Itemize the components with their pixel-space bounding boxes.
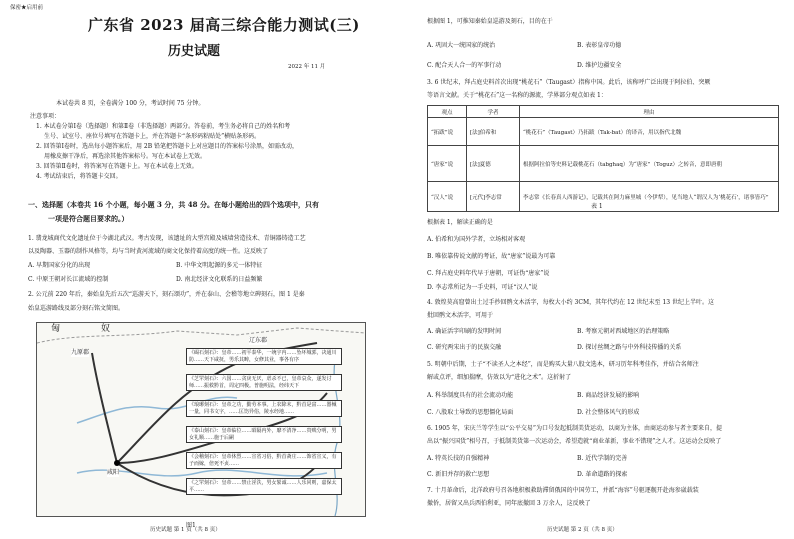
table-1	[427, 105, 779, 212]
q1-option-a: A. 早期国家分化的出现	[28, 262, 91, 269]
q4-option-b: B. 考察元朝对西域地区的治理策略	[577, 328, 670, 335]
q5-option-a: A. 科举制度具有的社会流动功能	[427, 392, 514, 399]
q6-option-d: D. 革命道路的探索	[577, 471, 628, 478]
section-title: 一、选择题（本卷共 16 个小题，每小题 3 分，共 48 分。在每小题给出的四个选项中，只有	[28, 200, 319, 209]
inscription-box: 《之罘刻石》：皇帝……禁止淫泆，男女絜诚……人乐同则，嘉保太平……	[186, 478, 342, 495]
note-line: 1. 本试卷分第Ⅰ卷（选择题）和第Ⅱ卷（非选择题）两部分。答卷前，考生务必将自己的姓名和考	[36, 123, 291, 130]
question-5-line: 解或点评，细加揣摩，仿效以为“进化之术”。这折射了	[427, 374, 572, 381]
table-header: 观点	[428, 106, 467, 118]
map-label: 九原郡	[71, 349, 90, 356]
notes-title: 注意事项：	[30, 113, 61, 120]
q2-option-a: A. 巩固大一统国家的统治	[427, 42, 496, 49]
inscription-box: 《会稽刻石》：皇帝休烈……宣省习俗，黔首斋庄……饰省宣义，有子而嫁，倍死不贞……	[186, 452, 342, 469]
map-label: 辽东郡	[249, 337, 268, 344]
q5-option-d: D. 社会整体风气的形成	[577, 409, 640, 416]
table-caption: 表 1	[591, 203, 603, 210]
q4-option-c: C. 研究两宋出于的民族交融	[427, 344, 502, 351]
q2-option-b: B. 表彰皇帝功德	[577, 42, 622, 49]
question-7-line: 撤侨，居留又出兵西伯利亚，同年底撤回 3 万余人，这反映了	[427, 500, 591, 507]
figure-caption: 图1	[186, 522, 196, 529]
table-cell: 李志常《长春真人西游记》，记载其在阿力麻里城（今伊犁），见当地人“谓汉人为‘桃花石’，诸事皆巧”	[520, 182, 779, 212]
note-line: 4. 考试结束后，将答题卡交回。	[36, 173, 122, 180]
note-line: 用橡皮擦干净后，再选涂其他答案标号。写在本试卷上无效。	[44, 153, 207, 160]
route-line	[92, 353, 117, 463]
q1-option-b: B. 中华文明起源的多元一体特征	[176, 262, 263, 269]
q5-option-c: C. 八股取士导致的思想僵化局面	[427, 409, 514, 416]
page-footer: 历史试题 第 1 页（共 8 页）	[150, 527, 221, 533]
q6-option-a: A. 特英长技的自强精神	[427, 455, 490, 462]
question-2-line: 2. 公元前 220 年后，秦始皇先后五次“巡游天下，刻石颂功”，并在泰山、会稽等地立碑刻石，图 1 是秦	[28, 291, 305, 298]
question-1-line: 1. 翡龙城商代文化遗址位于今湖北武汉。考古发现，该遗址的大型宫殿及城墙营造技术、青铜器铸造工艺	[28, 235, 306, 242]
intro-text: 本试卷共 8 页，全卷满分 100 分，考试时间 75 分钟。	[56, 100, 205, 107]
exam-date: 2022 年 11 月	[288, 64, 326, 70]
question-6-line: 出以“振兴国货”相号召，于抵制美货第一次运动会，希望造就“商业革新，事业不错现”之人才。这运动会反映了	[427, 438, 722, 445]
q4-option-d: D. 探讨丝绸之路与中外科技传播的关系	[577, 344, 682, 351]
q6-option-c: C. 新旧并存的救亡思想	[427, 471, 490, 478]
question-5-line: 5. 明朝中后期，士子“不读圣人之本经”，而是购买大量八股文选本，研习历年科考佳作，并结合名师注	[427, 361, 699, 368]
secret-label: 保密★启用前	[10, 5, 44, 11]
table-cell: 根据阿拉伯等史料记载桃花石（tabghaq）为“唐家”（Toguz）之转音，意即唐朝	[520, 146, 779, 182]
question-6-line: 6. 1905 年，宋庆兰等学生以“公平交易”为口号发起抵制美货运动，以商为主体，由商运动参与者主要来自，提	[427, 425, 722, 432]
q3-option-c: C. 拜占庭史料年代早于唐朝，可证伪“唐家”说	[427, 270, 550, 277]
question-2-line: 始皇巡游路线及部分刻石铭文简图。	[28, 305, 125, 312]
table-cell: [法]夏德	[467, 146, 520, 182]
table-cell: “拓跋”说	[428, 118, 467, 146]
exam-subtitle: 历史试题	[168, 44, 221, 59]
table-cell: “唐家”说	[428, 146, 467, 182]
map-label: 奴	[101, 324, 111, 334]
inscription-box: 《碣石刻石》：皇帝……初平泰华，一统宇内……坠坏城郭，决通川防……天下咸抚，男乐其畴，女修其业，事各有序	[186, 348, 342, 365]
great-wall-line	[37, 328, 365, 343]
page-right	[397, 0, 794, 539]
inscription-box: 《琅琊刻石》：皇帝之功，勤劳本事。上农除末，黔首是富……器械一量，同书文字，……匡饬异俗，陵水经地……	[186, 400, 342, 417]
exam-title: 广东省 2023 届高三综合能力测试(三)	[88, 16, 360, 34]
q3-option-a: A. 伯希和为国外学者，立场相对客观	[427, 236, 526, 243]
note-line: 3. 回答第Ⅱ卷时，将答案写在答题卡上。写在本试卷上无效。	[36, 163, 198, 170]
question-3-line: 等语言文献。关于“桃花石”这一名称的源流，学界部分观点如表 1：	[427, 92, 607, 99]
question-4-line: 批回鹘文木活字，可用于	[427, 312, 494, 319]
xianyang-marker	[114, 460, 120, 466]
map-label: 匈	[51, 324, 61, 334]
table-cell: [法]伯希和	[467, 118, 520, 146]
question-1-line: 以及陶器、玉器的制作风格等，均与当时黄河流域的商文化保持着高度的统一性。这反映了	[28, 248, 269, 255]
q1-option-d: D. 南北经济文化联系的日益频繁	[176, 276, 263, 283]
question-4-line: 4. 敦煌莫高窟曾出土过手抄回鹘文木活字，每枚大小约 3CM，其年代约在 12 世纪末至 13 世纪上半叶。这	[427, 299, 714, 306]
q3-option-d: D. 李志常所记为一手史料，可证“汉人”说	[427, 284, 538, 291]
q3-option-b: B. 唯依靠传说文献的考证，故“唐家”说最为可靠	[427, 253, 556, 260]
q4-option-a: A. 确证活字印刷的发明时间	[427, 328, 502, 335]
inscription-box: 《泰山刻石》：皇帝临位……昭隔内外，靡不清净……贵贱分明，男女礼顺……施于后嗣	[186, 426, 342, 443]
q1-option-c: C. 中原王朝对长江流域的控制	[28, 276, 109, 283]
section-title-cont: 一项是符合题目要求的。）	[48, 214, 129, 223]
map-label: 咸阳	[107, 469, 120, 476]
table-header: 学者	[467, 106, 520, 118]
table-cell: [元代]李志常	[467, 182, 520, 212]
inscription-box: 《芝罘刻石》：六国……贪戾无厌，虐杀不已，皇帝哀众，遂发讨师……振救黔首，周定四极。普施明法，经纬天下	[186, 374, 342, 391]
table-header: 理由	[520, 106, 779, 118]
page-footer: 历史试题 第 2 页（共 8 页）	[547, 527, 618, 533]
q3-stem: 根据表 1，解读正确的是	[427, 219, 493, 226]
question-7-line: 7. 十月革命后，北洋政府号召各地积极救助滞留俄国的中国劳工，并派“海容”号驱逐舰开赴海参崴载装	[427, 487, 699, 494]
q2-stem: 根据图 1，可推知秦始皇巡游及刻石，目的在于	[427, 18, 553, 25]
note-line: 生号、试室号、座位号填写在答题卡上，并在答题卡“条形码粘贴处”横贴条形码。	[44, 133, 261, 140]
table-cell: “桃花石”（Taugast）乃拓跋（Tak-bat）的译音，用以指代北魏	[520, 118, 779, 146]
table-cell: “汉人”说	[428, 182, 467, 212]
q6-option-b: B. 近代学制的完善	[577, 455, 628, 462]
note-line: 2. 回答第Ⅰ卷时，选出每小题答案后，用 2B 铅笔把答题卡上对应题目的答案标号涂黑，如需改动，	[36, 143, 299, 150]
q5-option-b: B. 商品经济发展的影响	[577, 392, 640, 399]
q2-option-d: D. 维护边疆安全	[577, 62, 622, 69]
question-3-line: 3. 6 世纪末，拜占庭史料首次出现“桃花石”（Taugast）指称中国。此后，该称呼广泛出现于阿拉伯、突厥	[427, 79, 711, 86]
q2-option-c: C. 配合天人合一的军事行动	[427, 62, 502, 69]
